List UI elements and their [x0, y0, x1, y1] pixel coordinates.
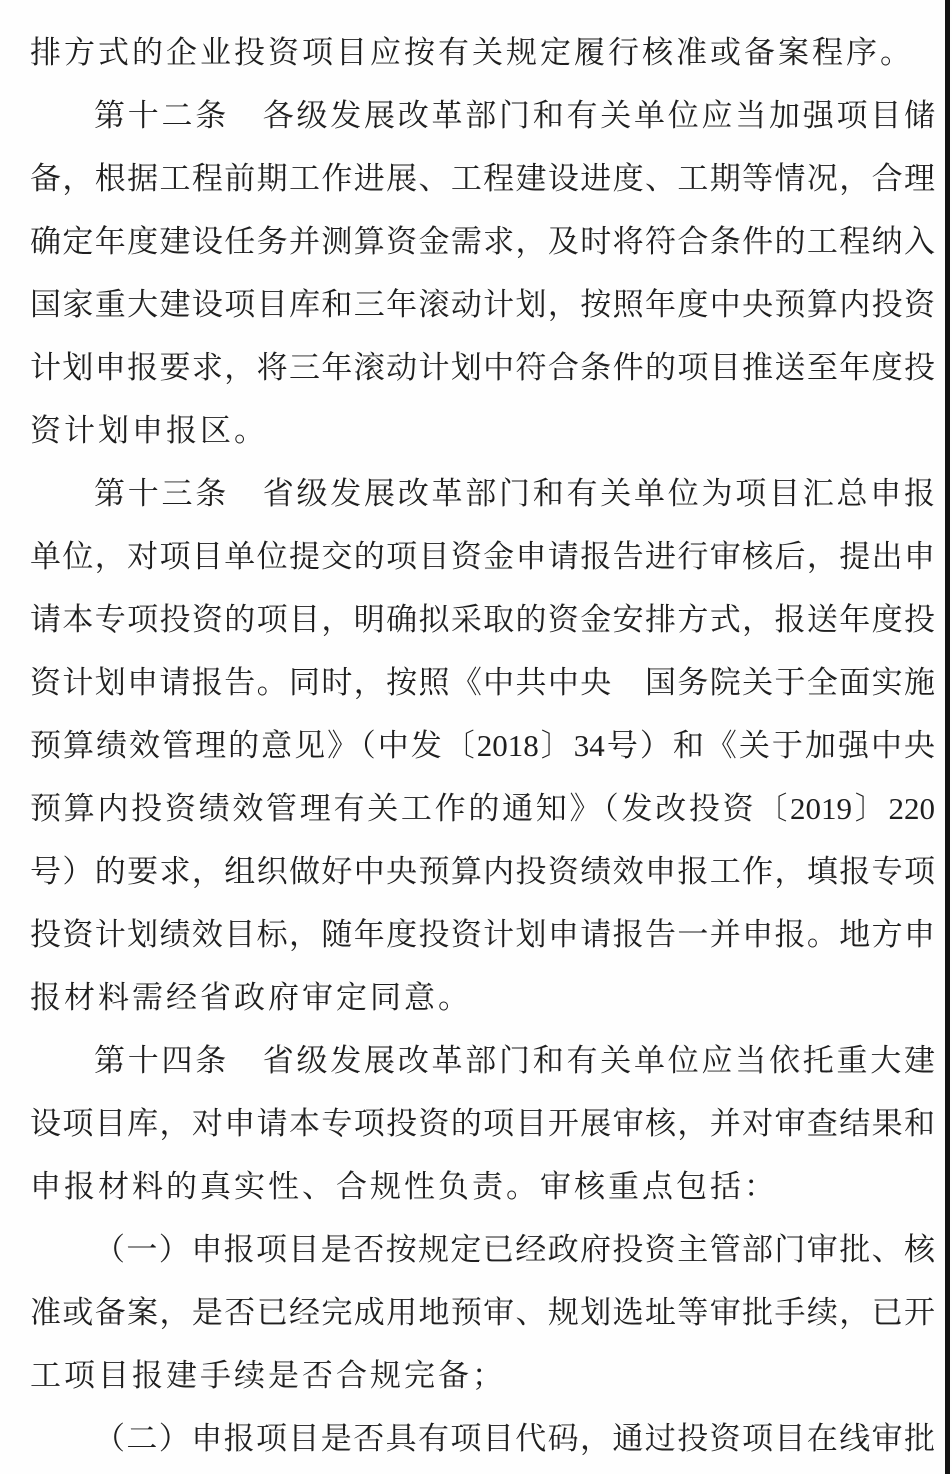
text-line: （二）申报项目是否具有项目代码，通过投资项目在线审批	[94, 1421, 935, 1456]
text-line: 第十三条 省级发展改革部门和有关单位为项目汇总申报	[94, 476, 935, 511]
text-line: 号）的要求，组织做好中央预算内投资绩效申报工作，填报专项	[30, 854, 935, 889]
text-line: 第十二条 各级发展改革部门和有关单位应当加强项目储	[94, 98, 935, 133]
text-line: 报材料需经省政府审定同意。	[30, 980, 472, 1015]
text-line: 资计划申报区。	[30, 413, 268, 448]
text-line: 设项目库，对申请本专项投资的项目开展审核，并对审查结果和	[30, 1106, 935, 1141]
text-line: （一）申报项目是否按规定已经政府投资主管部门审批、核	[94, 1232, 935, 1267]
text-line: 申报材料的真实性、合规性负责。审核重点包括：	[30, 1169, 778, 1204]
text-line: 第十四条 省级发展改革部门和有关单位应当依托重大建	[94, 1043, 935, 1078]
text-line: 预算内投资绩效管理有关工作的通知》（发改投资〔2019〕220	[30, 791, 935, 826]
text-line: 单位，对项目单位提交的项目资金申请报告进行审核后，提出申	[30, 539, 935, 574]
text-line: 工项目报建手续是否合规完备；	[30, 1358, 506, 1393]
text-line: 资计划申请报告。同时，按照《中共中央 国务院关于全面实施	[30, 665, 935, 700]
text-line: 国家重大建设项目库和三年滚动计划，按照年度中央预算内投资	[30, 287, 935, 322]
text-line: 备，根据工程前期工作进展、工程建设进度、工期等情况，合理	[30, 161, 935, 196]
text-line: 准或备案，是否已经完成用地预审、规划选址等审批手续，已开	[30, 1295, 935, 1330]
text-line: 计划申报要求，将三年滚动计划中符合条件的项目推送至年度投	[30, 350, 935, 385]
document-text-block	[30, 21, 935, 1470]
scan-edge-line	[945, 0, 950, 1474]
text-line: 确定年度建设任务并测算资金需求，及时将符合条件的工程纳入	[30, 224, 935, 259]
text-line: 请本专项投资的项目，明确拟采取的资金安排方式，报送年度投	[30, 602, 935, 637]
text-line: 排方式的企业投资项目应按有关规定履行核准或备案程序。	[30, 35, 914, 70]
text-line: 预算绩效管理的意见》（中发〔2018〕34号）和《关于加强中央	[30, 728, 935, 763]
text-line: 投资计划绩效目标，随年度投资计划申请报告一并申报。地方申	[30, 917, 935, 952]
